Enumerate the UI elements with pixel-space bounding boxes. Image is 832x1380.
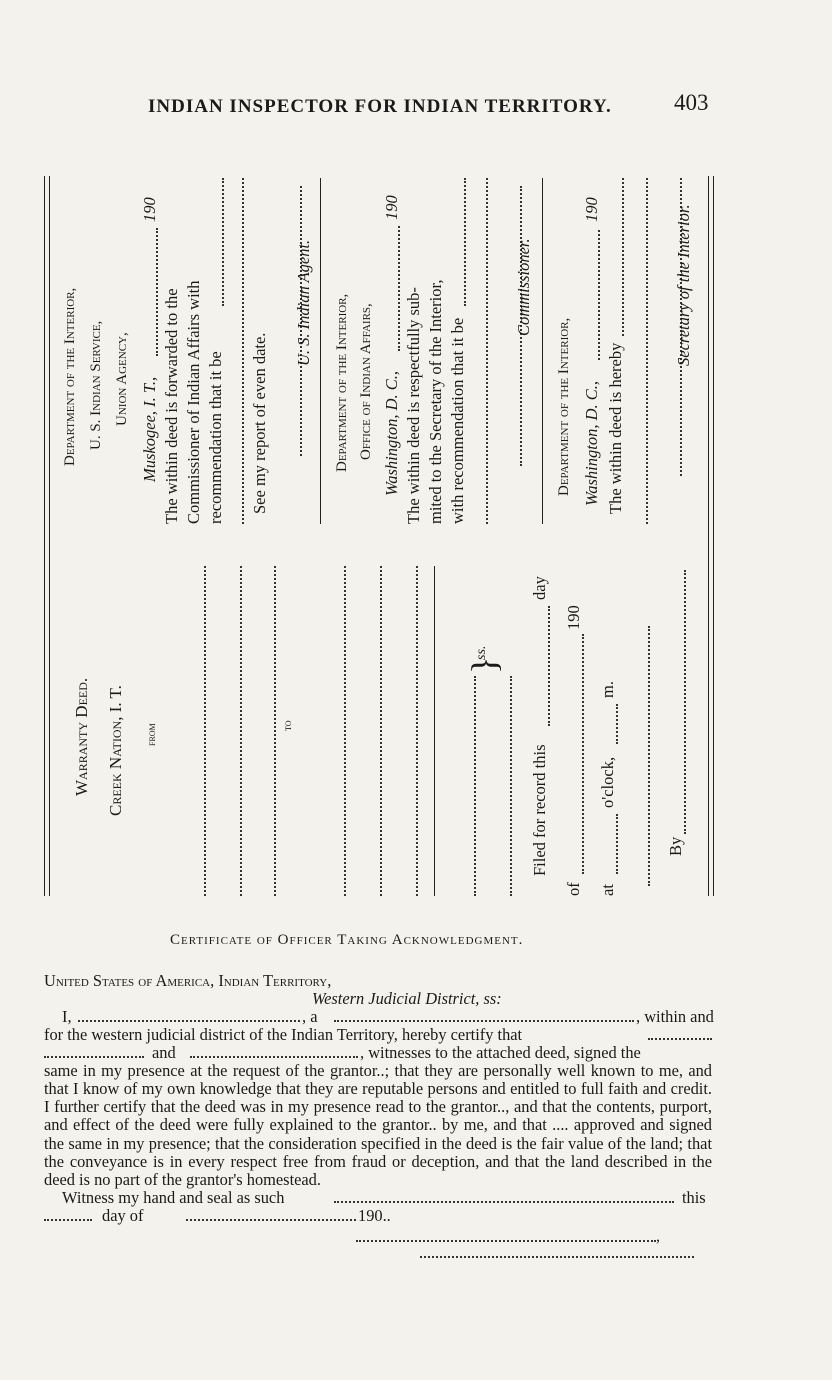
panel-divider-1 [320, 178, 321, 524]
cert-day-of: day of [102, 1205, 144, 1225]
deed-from-line-1 [204, 566, 206, 896]
secretary-date-dots [598, 230, 600, 360]
rule-left-inner [49, 176, 50, 896]
agency-dept: Department of the Interior, [62, 287, 78, 466]
cert-and: and [152, 1043, 176, 1063]
cert-day-dots [44, 1219, 92, 1221]
ss-line-2 [510, 676, 512, 896]
cert-certify-dots [648, 1038, 712, 1040]
deed-from-label: from [144, 723, 158, 746]
affairs-signer: Commissioner. [514, 238, 533, 336]
ss-label: ss. [474, 645, 489, 660]
signature-comma: , [656, 1228, 660, 1245]
certificate-body [44, 972, 712, 1225]
secretary-line-1: The within deed is hereby [606, 342, 625, 514]
deed-from-line-2 [240, 566, 242, 896]
by-dots [684, 570, 686, 834]
cert-witnesses: , witnesses to the attached deed, signed the [360, 1043, 641, 1063]
ss-line-1 [474, 676, 476, 896]
cert-date-line [44, 1207, 712, 1225]
of-dots [582, 634, 584, 874]
filed-day-dots [548, 606, 550, 726]
rule-right-outer [708, 176, 709, 896]
agency-place: Muskogee, I. T., [140, 376, 159, 482]
secretary-dept: Department of the Interior, [556, 317, 572, 496]
cert-witness-dots [334, 1201, 674, 1203]
affairs-line-3: with recommendation that it be [448, 317, 467, 524]
cert-i: I, [62, 1007, 72, 1027]
page-number: 403 [674, 90, 709, 115]
cert-this: this [682, 1187, 706, 1207]
secretary-signer: Secretary of the Interior. [674, 204, 693, 366]
secretary-place: Washington, D. C., [582, 381, 601, 506]
by-label: By [666, 836, 685, 856]
agency-signer: U. S. Indian Agent. [294, 239, 313, 366]
cert-year: 190.. [358, 1205, 391, 1225]
cert-line-2-text: for the western judicial district of the Indian Territory, hereby certify that [44, 1025, 523, 1045]
cert-line-1 [44, 1008, 712, 1026]
secretary-hereby-dots [622, 178, 624, 336]
ss-brace: } [464, 656, 504, 674]
m-label: m. [598, 681, 617, 698]
of-label: of [564, 882, 583, 896]
agency-report: See my report of even date. [250, 332, 269, 514]
cert-witness: Witness my hand and seal as such [62, 1187, 285, 1207]
affairs-recommend-dots [464, 178, 466, 306]
cert-month-dots [186, 1219, 356, 1221]
oclock-label: o'clock, [598, 756, 617, 808]
affairs-line-1: The within deed is respectfully sub- [404, 287, 423, 524]
agency-name: Union Agency, [114, 332, 130, 426]
rule-left-outer [44, 176, 45, 896]
signature-line-2 [420, 1256, 694, 1258]
cert-line-3 [44, 1044, 712, 1062]
deed-to-line-1 [344, 566, 346, 896]
cert-witness-line [44, 1189, 712, 1207]
agency-service: U. S. Indian Service, [88, 320, 104, 450]
rule-right-inner [713, 176, 714, 896]
deed-title: Warranty Deed. [72, 677, 91, 796]
affairs-dept: Department of the Interior, [334, 293, 350, 472]
certificate-venue-2: Western Judicial District, ss: [312, 989, 502, 1009]
agency-blank-line [242, 178, 244, 524]
secretary-year: 190 [582, 197, 601, 222]
affairs-year: 190 [382, 195, 401, 220]
cert-witness2-dots [190, 1056, 358, 1058]
year-label: 190 [564, 605, 583, 630]
signature-line-1 [356, 1240, 656, 1242]
cert-paragraph: same in my presence at the request of the grantor..; that they are personally well known to me, and that I know of my own knowledge that they are reputable persons and entitled to full faith and credit. I further certify that the deed was in my presence read to the grantor.., and that the contents, purport, and effect of the deed were fully explained to the grantor.. by me, and that .... approved and signed the same in my presence; that the consideration specified in the deed is the fair value of the land; that the conveyance is in every respect free from fraud or deception, and that the land described in the deed is no part of the grantor's homestead. [44, 1061, 712, 1189]
m-dots [616, 704, 618, 744]
deed-from-line-3 [274, 566, 276, 896]
affairs-place: Washington, D. C., [382, 371, 401, 496]
deed-to-label: to [280, 720, 294, 731]
agency-line-2: Commissioner of Indian Affairs with [184, 280, 203, 524]
certificate-title: Certificate of Officer Taking Acknowledgment. [170, 932, 524, 948]
deed-to-line-3 [416, 566, 418, 896]
agency-line-3: recommendation that it be [206, 351, 225, 524]
cert-name-dots [78, 1020, 300, 1022]
cert-title-dots [334, 1020, 634, 1022]
affairs-blank-line [486, 178, 488, 524]
secretary-blank-line [646, 178, 648, 524]
agency-recommend-dots [222, 178, 224, 306]
affairs-office: Office of Indian Affairs, [358, 303, 374, 460]
deed-to-line-2 [380, 566, 382, 896]
record-dots [648, 626, 650, 886]
agency-line-1: The within deed is forwarded to the [162, 288, 181, 524]
filed-line: Filed for record this [530, 744, 549, 876]
deed-nation: Creek Nation, I. T. [106, 685, 125, 816]
certificate-venue-1: United States of America, Indian Territory, [44, 971, 332, 990]
panel-divider-2 [542, 178, 543, 524]
affairs-line-2: mited to the Secretary of the Interior, [426, 279, 445, 524]
rotated-deed-block [44, 176, 714, 896]
agency-year: 190 [140, 197, 159, 222]
affairs-date-dots [398, 226, 400, 351]
at-dots [616, 814, 618, 874]
cert-line-2 [44, 1026, 712, 1044]
agency-date-dots [156, 228, 158, 356]
at-label: at [598, 884, 617, 896]
cert-a: , a [302, 1007, 318, 1027]
day-label: day [530, 576, 549, 600]
running-title: INDIAN INSPECTOR FOR INDIAN TERRITORY. [148, 96, 612, 117]
cert-within: , within and [636, 1007, 714, 1027]
deed-divider [434, 566, 435, 896]
cert-witness1-dots [44, 1056, 144, 1058]
